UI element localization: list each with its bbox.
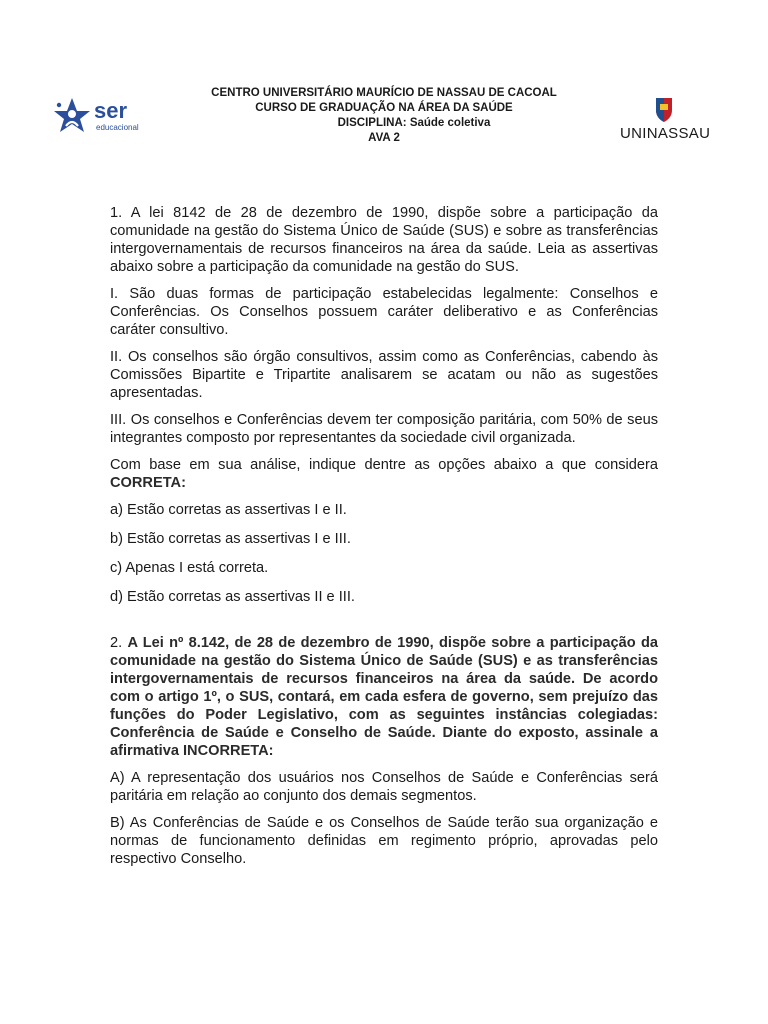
document-body (110, 204, 658, 877)
q1-prompt-emphasis: CORRETA: (110, 475, 186, 491)
q2-option-b: B) As Conferências de Saúde e os Conselhos de Saúde terão sua organização e normas de funcionamento definidas em regimento próprio, aprovadas pelo respectivo Conselho. (110, 815, 658, 867)
svg-text:ser: ser (94, 98, 128, 123)
course-name: CURSO DE GRADUAÇÃO NA ÁREA DA SAÚDE (255, 102, 513, 114)
svg-text:educacional: educacional (96, 123, 139, 132)
q2-intro (110, 634, 658, 760)
q2-option-a: A) A representação dos usuários nos Conselhos de Saúde e Conferências será paritária em relação ao conjunto dos demais segmentos. (110, 770, 658, 804)
discipline-value: Saúde coletiva (406, 117, 491, 129)
assessment-name: AVA 2 (368, 132, 400, 144)
q1-assertion-2: II. Os conselhos são órgão consultivos, assim como as Conferências, cabendo às Comissões Bipartite e Tripartite analisarem se acatam ou não as sugestões apresentadas. (110, 349, 658, 401)
q1-option-d: d) Estão corretas as assertivas II e III. (110, 589, 355, 605)
svg-text:UNINASSAU: UNINASSAU (620, 125, 711, 140)
q1-option-c: c) Apenas I está correta. (110, 560, 269, 576)
q1-assertion-1: I. São duas formas de participação estabelecidas legalmente: Conselhos e Conferências. Os Conselhos possuem caráter deliberativo e as Conferências caráter consultivo. (110, 286, 658, 338)
institution-name: CENTRO UNIVERSITÁRIO MAURÍCIO DE NASSAU DE CACOAL (211, 87, 557, 99)
q2-number: 2. (110, 635, 128, 651)
q2-statement: A Lei nº 8.142, de 28 de dezembro de 1990, dispõe sobre a participação da comunidade na gestão do Sistema Único de Saúde (SUS) e as transferências intergovernamentais de recursos financeiros na área da saúde. De acordo com o artigo 1º, o SUS, contará, em cada esfera de governo, sem prejuízo das funções do Poder Legislativo, com as seguintes instâncias colegiadas: Conferência de Saúde e Conselho de Saúde. Diante do exposto, assinale a afirmativa INCORRETA: (110, 635, 658, 759)
discipline-label: DISCIPLINA: (337, 117, 407, 129)
q1-option-b: b) Estão corretas as assertivas I e III. (110, 531, 351, 547)
q1-intro: 1. A lei 8142 de 28 de dezembro de 1990, dispõe sobre a participação da comunidade na gestão do Sistema Único de Saúde (SUS) e sobre as transferências intergovernamentais de recursos financeiros na área da saúde. Leia as assertivas abaixo sobre a participação da comunidade na gestão do SUS. (110, 205, 658, 275)
q1-prompt (110, 456, 658, 492)
uninassau-logo (618, 96, 718, 140)
shield-icon (618, 96, 718, 140)
q1-assertion-3: III. Os conselhos e Conferências devem ter composição paritária, com 50% de seus integrantes composto por representantes da sociedade civil organizada. (110, 412, 658, 446)
q1-prompt-text: Com base em sua análise, indique dentre as opções abaixo a que considera (110, 457, 658, 473)
q1-option-a: a) Estão corretas as assertivas I e II. (110, 502, 347, 518)
